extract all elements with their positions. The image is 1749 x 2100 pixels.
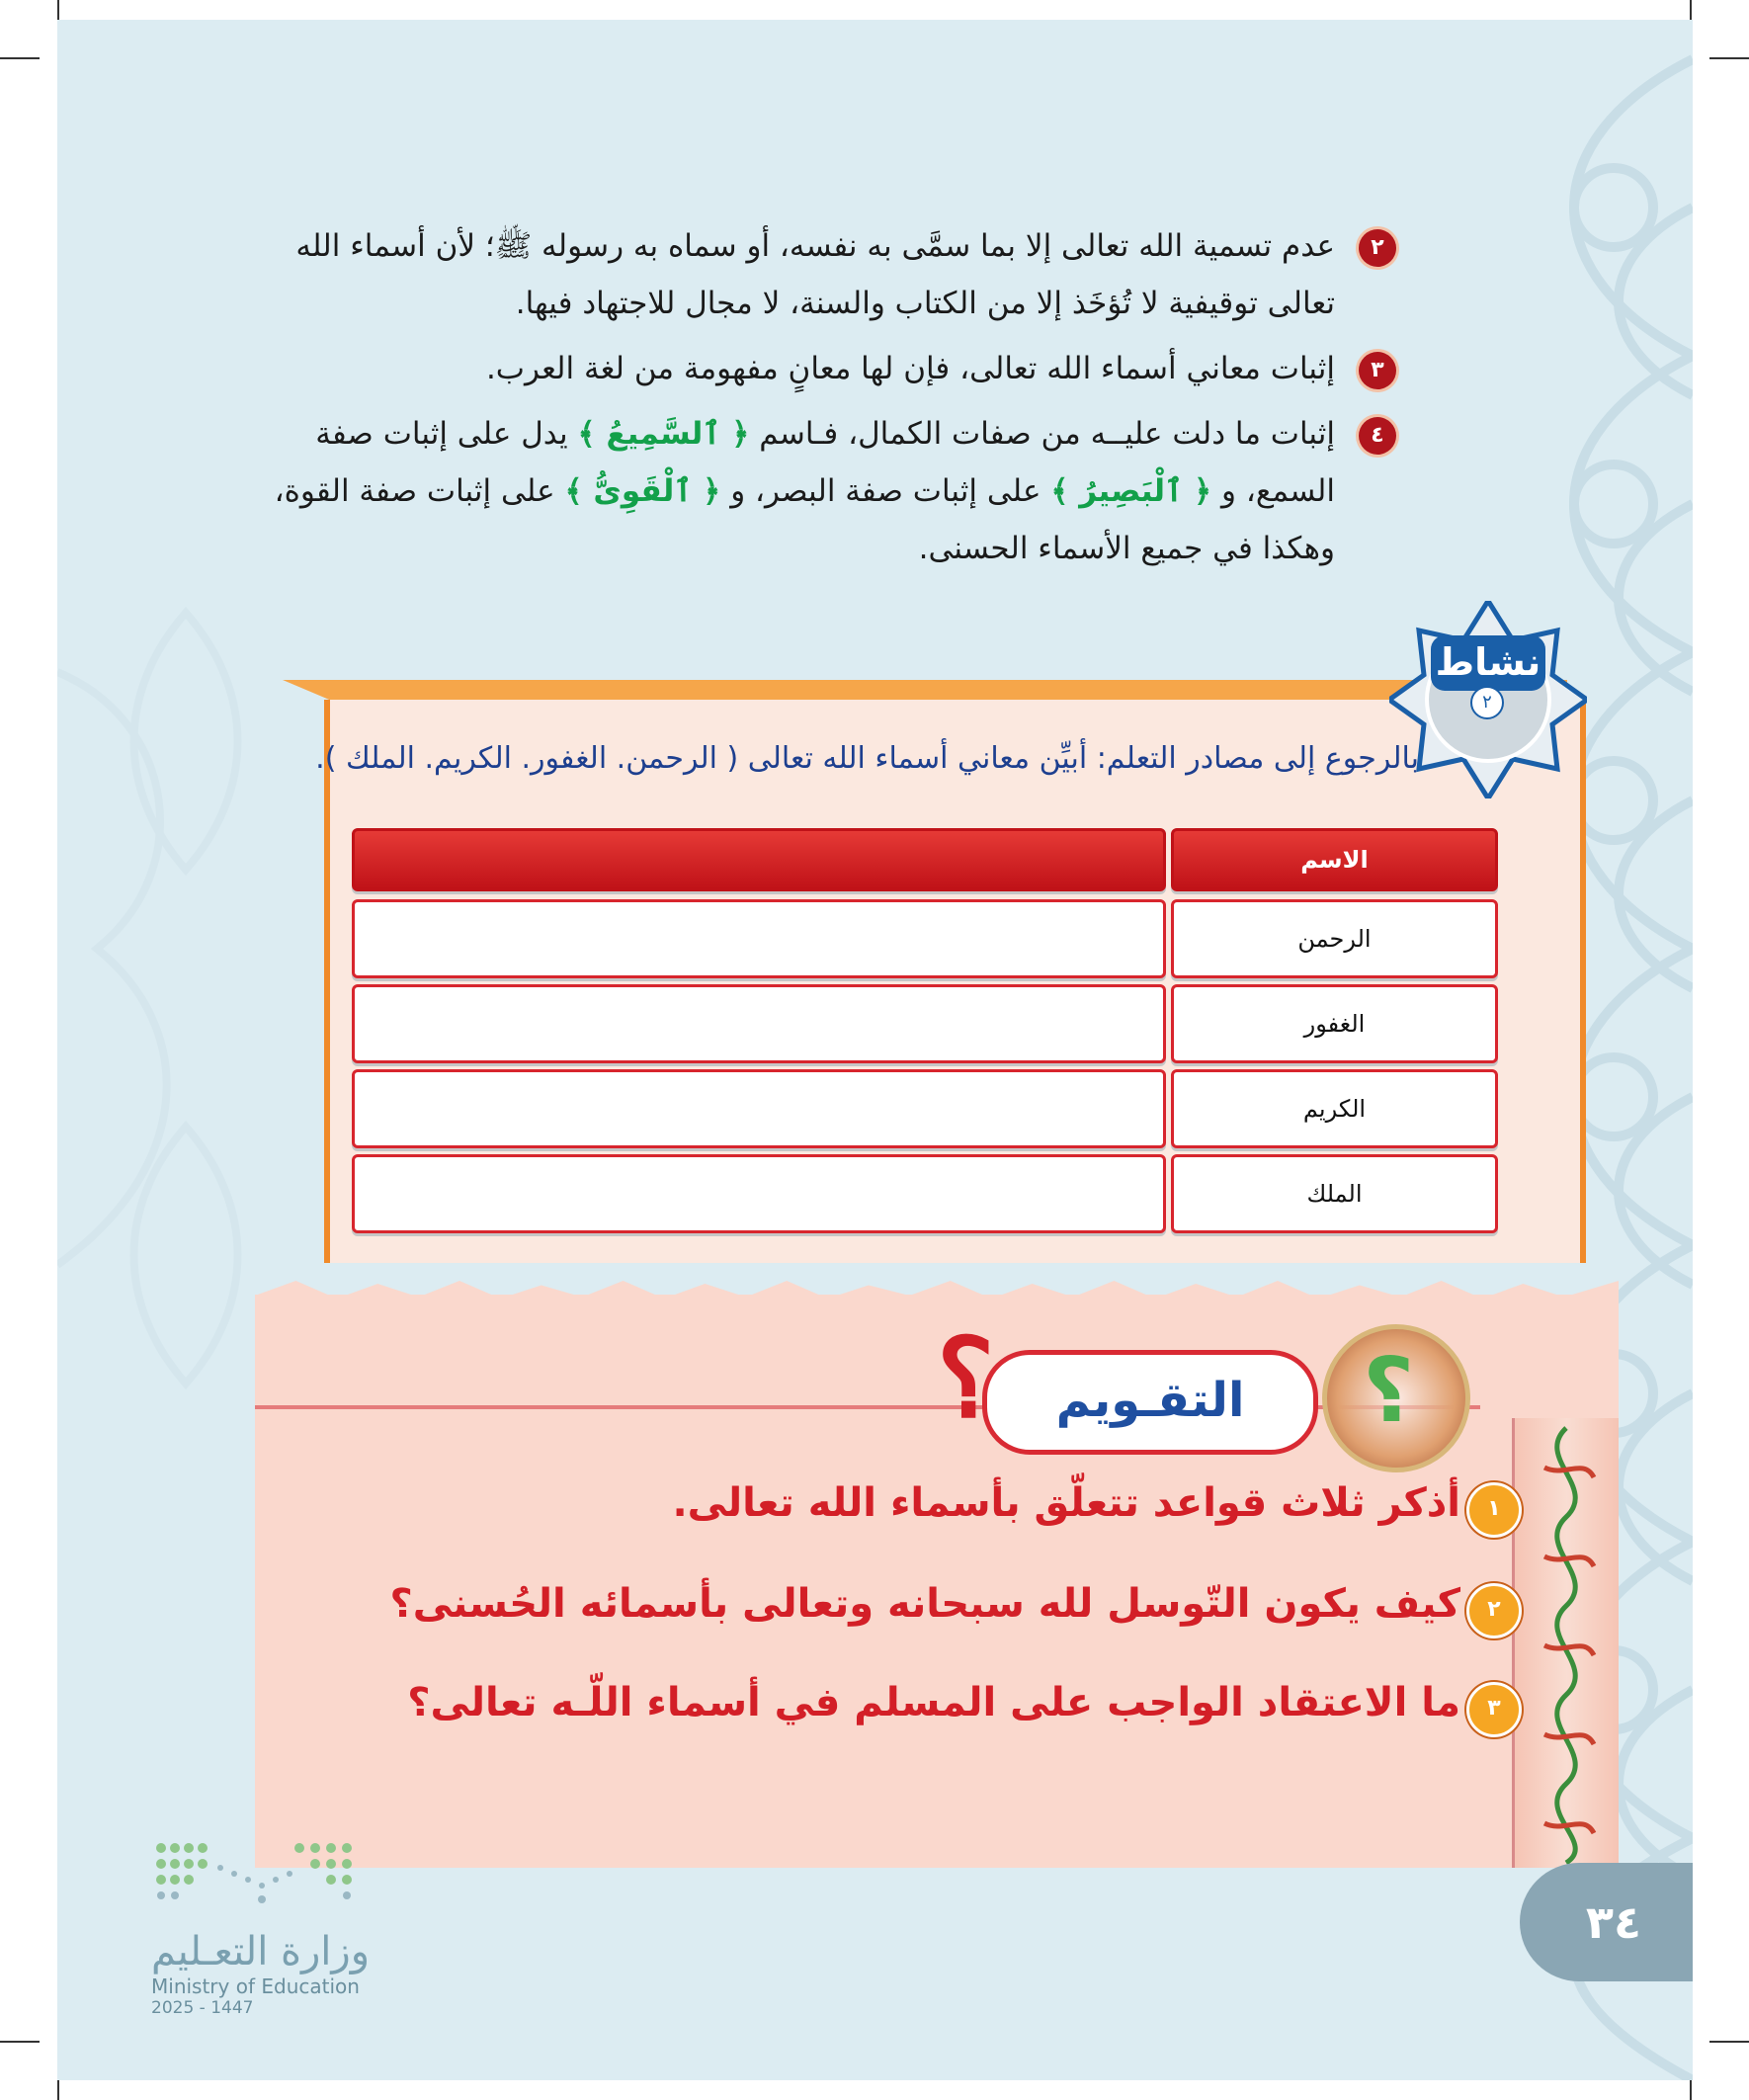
question-number: ٢ bbox=[1466, 1583, 1522, 1638]
activity-badge-number: ٢ bbox=[1470, 686, 1504, 719]
ministry-name-ar: وزارة التعـليم bbox=[151, 1929, 371, 1974]
table-row bbox=[352, 984, 1498, 1061]
question-text: كيف يكون التّوسل لله سبحانه وتعالى بأسمائه الحُسنى؟ bbox=[389, 1581, 1460, 1627]
meaning-answer-field[interactable] bbox=[352, 899, 1166, 978]
rule-number: ٣ bbox=[1359, 352, 1396, 389]
evaluation-icon: ؟ bbox=[1322, 1324, 1470, 1472]
activity-top-bar bbox=[283, 680, 1567, 702]
meaning-answer-field[interactable] bbox=[352, 1154, 1166, 1233]
name-cell: الغفور bbox=[1171, 984, 1498, 1063]
activity-instruction: بالرجوع إلى مصادر التعلم: أبيِّن معاني أسماء الله تعالى ( الرحمن. الغفور. الكريم. الملك ). bbox=[315, 741, 1419, 776]
rule-text: عدم تسمية الله تعالى إلا بما سمَّى به نفسه، أو سماه به رسوله ﷺ؛ لأن أسماء الله تعالى توقيفية لا تُؤخَذ إلا من الكتاب والسنة، لا مجال للاجتهاد فيها. bbox=[295, 228, 1335, 321]
rule-text: على إثبات صفة البصر، و bbox=[730, 473, 1041, 509]
activity-box bbox=[263, 640, 1587, 1263]
rule-number: ٢ bbox=[1359, 229, 1396, 267]
quran-word: ﴿ ٱلْبَصِيرُ ﴾ bbox=[1050, 473, 1212, 509]
evaluation-title: التقـويم bbox=[982, 1350, 1318, 1455]
quran-word: ﴿ ٱلْقَوِىُّ ﴾ bbox=[564, 473, 721, 509]
rule-item bbox=[250, 217, 1396, 332]
table-header-row bbox=[352, 828, 1498, 891]
question-number: ٣ bbox=[1466, 1682, 1522, 1737]
table-row bbox=[352, 1154, 1498, 1231]
rule-text: إثبات ما دلت عليــه من صفات الكمال، فـاسم bbox=[759, 416, 1335, 452]
ministry-dots-icon bbox=[151, 1838, 369, 1917]
meaning-answer-field[interactable] bbox=[352, 1069, 1166, 1148]
names-table bbox=[352, 828, 1498, 1239]
rule-item bbox=[250, 340, 1396, 397]
table-row bbox=[352, 1069, 1498, 1146]
table-row bbox=[352, 899, 1498, 976]
meaning-answer-field[interactable] bbox=[352, 984, 1166, 1063]
rule-text: إثبات معاني أسماء الله تعالى، فإن لها معانٍ مفهومة من لغة العرب. bbox=[485, 351, 1335, 386]
activity-badge-label: نشاط bbox=[1431, 635, 1545, 691]
name-cell: الملك bbox=[1171, 1154, 1498, 1233]
crop-mark bbox=[1709, 57, 1749, 59]
floral-band-icon bbox=[1515, 1418, 1619, 1868]
crop-mark bbox=[0, 57, 40, 59]
name-cell: الكريم bbox=[1171, 1069, 1498, 1148]
ministry-name-en: Ministry of Education bbox=[151, 1974, 360, 1998]
question-item bbox=[389, 1581, 1501, 1627]
question-text: أذكر ثلاث قواعد تتعلّق بأسماء الله تعالى. bbox=[672, 1480, 1460, 1526]
crop-mark bbox=[1709, 2041, 1749, 2043]
quran-word: ﴿ ٱلسَّمِيعُ ﴾ bbox=[577, 416, 750, 452]
rule-number: ٤ bbox=[1359, 417, 1396, 455]
decorative-side-band bbox=[1512, 1418, 1619, 1868]
question-text: ما الاعتقاد الواجب على المسلم في أسماء اللّـه تعالى؟ bbox=[407, 1680, 1460, 1725]
question-item bbox=[407, 1680, 1501, 1725]
question-number: ١ bbox=[1466, 1482, 1522, 1538]
rule-text: يدل على إثبات صفة السمع، و bbox=[315, 416, 1335, 509]
activity-badge bbox=[1389, 601, 1587, 798]
textbook-page bbox=[57, 20, 1693, 2080]
header-name-cell: الاسم bbox=[1171, 828, 1498, 891]
question-mark-icon: ؟ bbox=[937, 1314, 995, 1442]
crop-mark bbox=[0, 2041, 40, 2043]
rules-list bbox=[250, 217, 1396, 585]
ministry-logo bbox=[151, 1838, 383, 2018]
page-number: ٣٤ bbox=[1520, 1863, 1693, 1981]
question-item bbox=[672, 1480, 1501, 1526]
name-cell: الرحمن bbox=[1171, 899, 1498, 978]
ministry-year: 2025 - 1447 bbox=[151, 1998, 254, 2018]
rule-item bbox=[250, 405, 1396, 577]
rule-text: على إثبات صفة القوة، وهكذا في جميع الأسماء الحسنى. bbox=[274, 473, 1335, 566]
header-meaning-cell bbox=[352, 828, 1166, 891]
evaluation-section bbox=[255, 1295, 1619, 1868]
